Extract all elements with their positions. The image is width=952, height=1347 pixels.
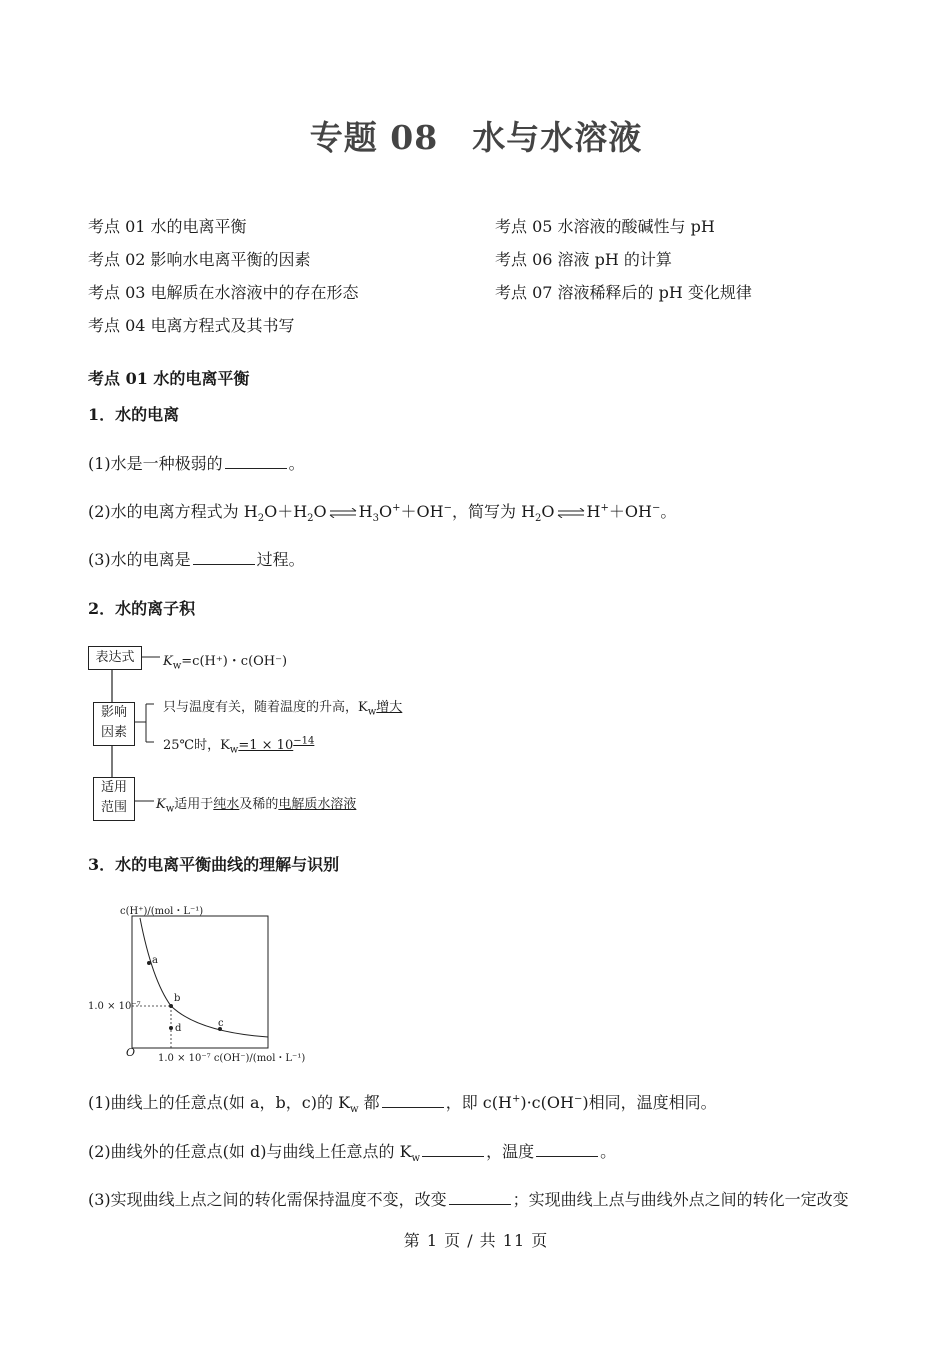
section-heading: 考点 01 水的电离平衡: [88, 369, 250, 388]
question-line: (3)水的电离是 过程。: [88, 550, 305, 569]
graph-plot: [88, 910, 298, 1060]
toc-item: 考点 01 水的电离平衡: [88, 217, 247, 236]
box-factors: 影响 因素: [93, 702, 135, 746]
equilibrium-arrow-icon: [556, 508, 586, 518]
toc-item: 考点 04 电离方程式及其书写: [88, 316, 295, 335]
question-line: (1)水是一种极弱的 。: [88, 454, 305, 473]
subsection-heading: 1．水的电离: [88, 405, 180, 424]
toc-item: 考点 05 水溶液的酸碱性与 pH: [495, 217, 715, 236]
answer-blank: [193, 550, 255, 565]
point-b-marker: [169, 1004, 173, 1008]
question-line: (1)曲线上的任意点(如 a，b，c)的 $K_w$ 都 ，即 c(H+)·c(OH−)相同，温度相同。: [88, 1093, 717, 1116]
point-label: b: [174, 993, 181, 1004]
point-label: d: [175, 1023, 182, 1034]
factor-text-1: 只与温度有关，随着温度的升高，$K_w$增大: [163, 700, 403, 718]
factor-text-2: 25℃时，$K_w=1 \times 10^{-14}$: [163, 735, 315, 756]
page-title: 专题 08 水与水溶液: [309, 118, 643, 157]
answer-blank: [422, 1142, 484, 1157]
subsection-heading: 2．水的离子积: [88, 599, 196, 618]
toc-item: 考点 03 电解质在水溶液中的存在形态: [88, 283, 359, 302]
answer-blank: [225, 454, 287, 469]
toc-item: 考点 07 溶液稀释后的 pH 变化规律: [495, 283, 752, 302]
graph-y-label: c(H⁺)/(mol・L⁻¹): [120, 906, 204, 917]
expression-text: $K_w=c(H^+)$・c(OH⁻): [163, 654, 288, 672]
answer-blank: [449, 1190, 511, 1205]
question-line: (2)曲线外的任意点(如 d)与曲线上任意点的 $K_w$ ，温度 。: [88, 1142, 617, 1165]
subsection-heading: 3．水的电离平衡曲线的理解与识别: [88, 855, 340, 874]
point-label: a: [152, 955, 158, 966]
point-d-marker: [169, 1026, 173, 1030]
box-scope: 适用 范围: [93, 777, 135, 821]
graph-x-label: 1.0 × 10⁻⁷ c(OH⁻)/(mol・L⁻¹): [158, 1053, 306, 1064]
toc-item: 考点 02 影响水电离平衡的因素: [88, 250, 311, 269]
equation-line: (2)水的电离方程式为 $H_2O+H_2O$ $H_3O^++OH^-$，简写为 $H_2O$ H+＋OH−。: [88, 502, 677, 525]
graph-origin: O: [126, 1046, 136, 1059]
toc-item: 考点 06 溶液 pH 的计算: [495, 250, 672, 269]
question-line: (3)实现曲线上点之间的转化需保持温度不变，改变 ；实现曲线上点与曲线外点之间的转化一定改变: [88, 1190, 849, 1209]
equilibrium-arrow-icon: [328, 508, 358, 518]
answer-blank: [536, 1142, 598, 1157]
answer-blank: [382, 1093, 444, 1108]
scope-text: $K_w$适用于纯水及稀的电解质水溶液: [156, 797, 357, 815]
page-footer: 第 1 页 / 共 11 页: [403, 1231, 549, 1250]
point-label: c: [218, 1018, 224, 1029]
box-expression: 表达式: [88, 646, 142, 670]
point-a-marker: [147, 961, 151, 965]
graph-y-tick: 1.0 × 10⁻⁷: [88, 1001, 141, 1012]
